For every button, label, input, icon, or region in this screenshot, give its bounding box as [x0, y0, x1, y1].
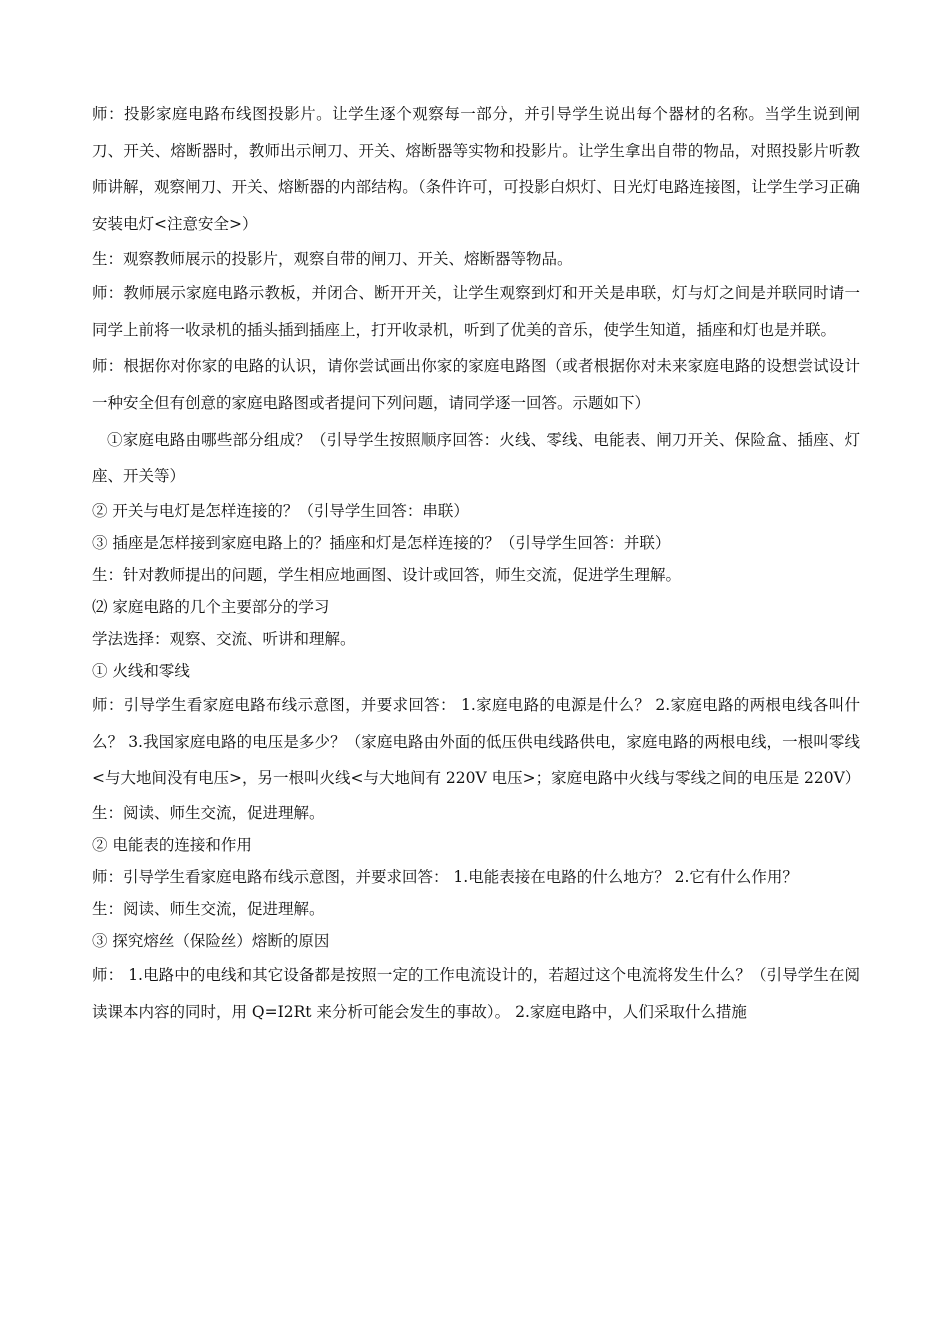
subheading-fuse: ③ 探究熔丝（保险丝）熔断的原因	[92, 932, 330, 951]
paragraph-method: 学法选择：观察、交流、听讲和理解。	[92, 630, 356, 649]
paragraph-teacher-demo-board: 师：教师展示家庭电路示教板，并闭合、断开开关，让学生观察到灯和开关是串联，灯与灯之间是并联同时请一同学上前将一收录机的插头插到插座上，打开收录机，听到了优美的音乐，使学生知道，插座和灯也是并联。	[92, 283, 860, 339]
subheading-energy-meter: ② 电能表的连接和作用	[92, 836, 252, 855]
paragraph-teacher-draw-circuit: 师：根据你对你家的电路的认识，请你尝试画出你家的家庭电路图（或者根据你对未来家庭电路的设想尝试设计一种安全但有创意的家庭电路图或者提问下列问题，请同学逐一回答。示题如下）	[92, 357, 860, 412]
paragraph-student-read-1: 生：阅读、师生交流，促进理解。	[92, 804, 325, 823]
paragraph-teacher-projection: 师：投影家庭电路布线图投影片。让学生逐个观察每一部分，并引导学生说出每个器材的名称。当学生说到闸刀、开关、熔断器时，教师出示闸刀、开关、熔断器等实物和投影片。让学生拿出自带的物品，对照投影片听教师讲解，观察闸刀、开关、熔断器的内部结构。（条件许可，可投影白炽灯、日光灯电路连接图，让学生学习正确安装电灯<注意安全>）	[92, 105, 860, 234]
paragraph-student-answer: 生：针对教师提出的问题，学生相应地画图、设计或回答，师生交流，促进学生理解。	[92, 566, 682, 585]
question-3: ③ 插座是怎样接到家庭电路上的？插座和灯是怎样连接的？（引导学生回答：并联）	[92, 534, 671, 553]
document-body	[92, 96, 860, 1031]
question-2: ② 开关与电灯是怎样连接的？（引导学生回答：串联）	[92, 502, 469, 521]
question-1: ①家庭电路由哪些部分组成？（引导学生按照顺序回答：火线、零线、电能表、闸刀开关、保险盒、插座、灯座、开关等）	[92, 430, 860, 486]
paragraph-teacher-meter: 师：引导学生看家庭电路布线示意图，并要求回答： 1.电能表接在电路的什么地方？ 2.它有什么作用？	[92, 868, 798, 887]
section-heading-main-parts: ⑵ 家庭电路的几个主要部分的学习	[92, 598, 330, 617]
subheading-live-neutral: ① 火线和零线	[92, 662, 190, 681]
paragraph-teacher-wires: 师：引导学生看家庭电路布线示意图，并要求回答： 1.家庭电路的电源是什么？ 2.家庭电路的两根电线各叫什么？ 3.我国家庭电路的电压是多少？（家庭电路由外面的低压供电线路供电，家庭电路的两根电线，一根叫零线<与大地间没有电压>，另一根叫火线<与大地间有 220V 电压>；家庭电路中火线与零线之间的电压是 220V）	[92, 696, 861, 788]
paragraph-student-observe: 生：观察教师展示的投影片，观察自带的闸刀、开关、熔断器等物品。	[92, 249, 573, 268]
paragraph-teacher-fuse: 师： 1.电路中的电线和其它设备都是按照一定的工作电流设计的，若超过这个电流将发生什么？（引导学生在阅读课本内容的同时，用 Q=I2Rt 来分析可能会发生的事故）。 2.家庭电路中，人们采取什么措施	[92, 966, 860, 1021]
paragraph-student-read-2: 生：阅读、师生交流，促进理解。	[92, 900, 325, 919]
